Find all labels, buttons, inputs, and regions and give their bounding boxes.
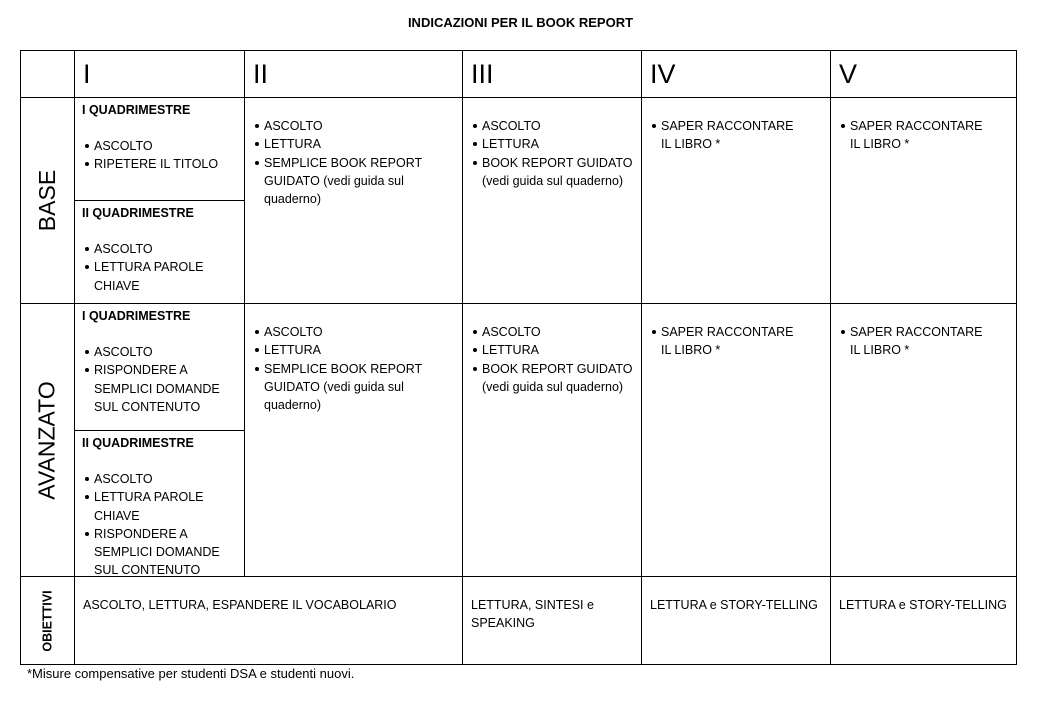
base-col2 xyxy=(244,97,463,304)
row-label-base xyxy=(20,97,75,304)
bullet-item: SAPER RACCONTARE IL LIBRO * xyxy=(650,323,800,360)
bullet-list xyxy=(75,470,223,580)
bullet-list xyxy=(831,323,989,360)
bullet-item: ASCOLTO xyxy=(83,137,244,155)
avanzato-col3 xyxy=(462,303,642,577)
bullet-item: LETTURA xyxy=(471,341,641,359)
bullet-item: LETTURA xyxy=(471,135,641,153)
bullet-list xyxy=(245,117,462,208)
bullet-item: RISPONDERE A SEMPLICI DOMANDE SUL CONTENUTO xyxy=(83,361,223,416)
bullet-list xyxy=(831,117,989,154)
bullet-list xyxy=(75,137,244,174)
bullet-list xyxy=(245,323,462,414)
bullet-list xyxy=(75,240,244,295)
avanzato-col1-q2 xyxy=(74,430,245,577)
column-header-i: I xyxy=(74,50,245,98)
quadrimestre-heading: I QUADRIMESTRE xyxy=(82,309,191,323)
bullet-list xyxy=(463,323,641,396)
bullet-item: SAPER RACCONTARE IL LIBRO * xyxy=(839,117,989,154)
footnote: *Misure compensative per studenti DSA e studenti nuovi. xyxy=(27,666,355,681)
column-header-iii: III xyxy=(462,50,642,98)
quadrimestre-heading: II QUADRIMESTRE xyxy=(82,436,194,450)
row-label-text: AVANZATO xyxy=(34,380,60,500)
obiettivi-col5: LETTURA e STORY-TELLING xyxy=(830,576,1017,665)
avanzato-col2 xyxy=(244,303,463,577)
bullet-item: ASCOLTO xyxy=(83,470,223,488)
base-col1-q2 xyxy=(74,200,245,304)
bullet-list xyxy=(642,117,800,154)
bullet-item: BOOK REPORT GUIDATO (vedi guida sul quaderno) xyxy=(471,360,641,397)
bullet-item: RIPETERE IL TITOLO xyxy=(83,155,244,173)
column-header-iv: IV xyxy=(641,50,831,98)
obiettivi-col4: LETTURA e STORY-TELLING xyxy=(641,576,831,665)
bullet-item: ASCOLTO xyxy=(253,117,462,135)
column-header-ii: II xyxy=(244,50,463,98)
column-header-v: V xyxy=(830,50,1017,98)
bullet-list xyxy=(75,343,223,416)
row-label-avanzato xyxy=(20,303,75,577)
obiettivi-col3: LETTURA, SINTESI e SPEAKING xyxy=(462,576,642,665)
row-label-text: OBIETTIVI xyxy=(40,589,55,652)
base-col3 xyxy=(462,97,642,304)
base-col1-q1 xyxy=(74,97,245,201)
avanzato-col5 xyxy=(830,303,1017,577)
avanzato-col4 xyxy=(641,303,831,577)
bullet-list xyxy=(642,323,800,360)
bullet-item: ASCOLTO xyxy=(83,240,244,258)
bullet-item: SEMPLICE BOOK REPORT GUIDATO (vedi guida sul quaderno) xyxy=(253,154,462,209)
bullet-item: LETTURA PAROLE CHIAVE xyxy=(83,488,223,525)
bullet-item: SEMPLICE BOOK REPORT GUIDATO (vedi guida sul quaderno) xyxy=(253,360,462,415)
bullet-item: RISPONDERE A SEMPLICI DOMANDE SUL CONTENUTO xyxy=(83,525,223,580)
bullet-item: LETTURA xyxy=(253,135,462,153)
obiettivi-col1-2: ASCOLTO, LETTURA, ESPANDERE IL VOCABOLARIO xyxy=(74,576,463,665)
bullet-item: SAPER RACCONTARE IL LIBRO * xyxy=(650,117,800,154)
bullet-item: ASCOLTO xyxy=(253,323,462,341)
base-col4 xyxy=(641,97,831,304)
bullet-item: BOOK REPORT GUIDATO (vedi guida sul quaderno) xyxy=(471,154,641,191)
base-col5 xyxy=(830,97,1017,304)
bullet-item: ASCOLTO xyxy=(471,323,641,341)
bullet-item: SAPER RACCONTARE IL LIBRO * xyxy=(839,323,989,360)
bullet-item: LETTURA PAROLE CHIAVE xyxy=(83,258,244,295)
quadrimestre-heading: II QUADRIMESTRE xyxy=(82,206,194,220)
quadrimestre-heading: I QUADRIMESTRE xyxy=(82,103,191,117)
bullet-list xyxy=(463,117,641,190)
document-title: INDICAZIONI PER IL BOOK REPORT xyxy=(407,15,634,30)
bullet-item: ASCOLTO xyxy=(471,117,641,135)
avanzato-col1-q1 xyxy=(74,303,245,431)
bullet-item: LETTURA xyxy=(253,341,462,359)
bullet-item: ASCOLTO xyxy=(83,343,223,361)
corner-cell xyxy=(20,50,75,98)
row-label-text: BASE xyxy=(34,169,60,232)
row-label-obiettivi xyxy=(20,576,75,665)
